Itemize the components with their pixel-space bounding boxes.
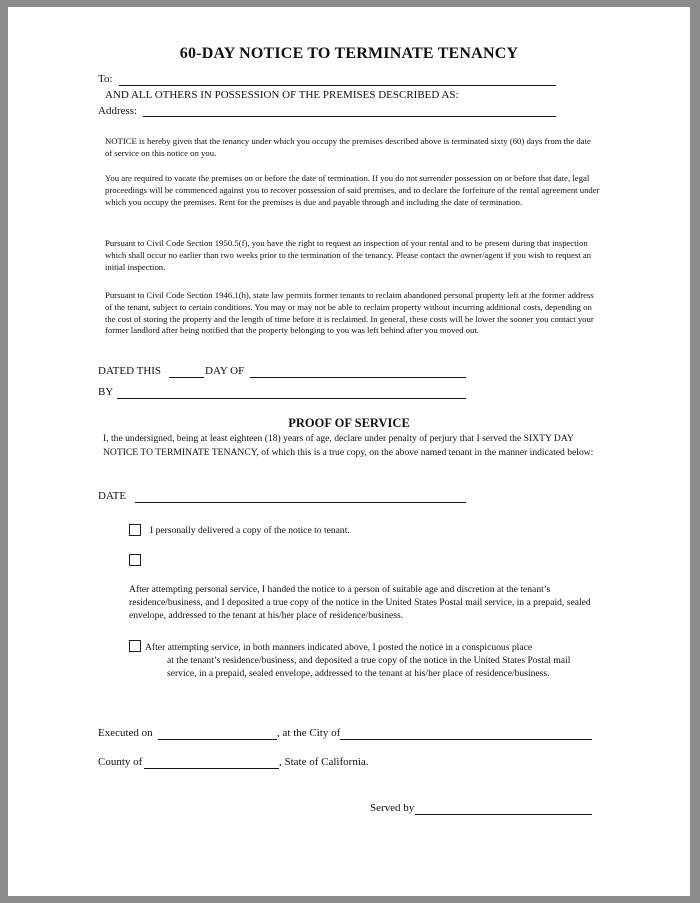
substitute-service-checkbox[interactable] (129, 554, 141, 566)
to-field[interactable] (119, 85, 556, 86)
by-signature-field[interactable] (117, 398, 466, 399)
served-by-label: Served by (370, 802, 415, 814)
served-by-field[interactable] (415, 814, 592, 815)
others-in-possession-text: AND ALL OTHERS IN POSSESSION OF THE PREMISES DESCRIBED AS: (105, 89, 459, 101)
document-page (8, 7, 690, 896)
notice-paragraph: NOTICE is hereby given that the tenancy under which you occupy the premises described above is terminated sixty (60) days from the date of service on this notice on you. (105, 136, 591, 158)
option-substitute-service-text: After attempting personal service, I handed the notice to a person of suitable age and discretion at the tenant’s residence/business, and I deposited a true copy of the notice in the United States Postal mail service, in a prepaid, sealed envelope, addressed to the tenant at his/her place of residence/business. (129, 584, 591, 622)
inspection-paragraph: Pursuant to Civil Code Section 1950.5(f), you have the right to request an inspection of your rental and to be present during that inspection which shall occur no earlier than two weeks prior to the termination of the tenancy. Please contact the owner/agent if you wish to request an initial inspection. (105, 238, 592, 272)
to-label: To: (98, 73, 113, 85)
dated-day-field[interactable] (169, 377, 204, 378)
proof-of-service-title: PROOF OF SERVICE (288, 416, 410, 430)
personal-delivery-checkbox[interactable] (129, 524, 141, 536)
dated-month-field[interactable] (250, 377, 466, 378)
option-personal-delivery-text: I personally delivered a copy of the notice to tenant. (150, 525, 350, 536)
proof-declaration: I, the undersigned, being at least eighteen (18) years of age, declare under penalty of perjury that I served the SIXTY DAY NOTICE TO TERMINATE TENANCY, of which this is a true copy, on the above named tenant in the manner indicated below: (103, 433, 594, 458)
proof-date-label: DATE (98, 490, 127, 502)
executed-on-label: Executed on (98, 727, 153, 739)
by-label: BY (98, 386, 114, 398)
at-city-label: , at the City of (277, 727, 341, 739)
county-label: County of (98, 756, 143, 768)
city-field[interactable] (340, 739, 592, 740)
state-label: , State of California. (279, 756, 369, 768)
option-posting-service-first-line: After attempting service, in both manners indicated above, I posted the notice in a conspicuous place (145, 642, 533, 653)
day-of-label: DAY OF (205, 365, 245, 377)
county-field[interactable] (144, 768, 279, 769)
property-paragraph: Pursuant to Civil Code Section 1946.1(h), state law permits former tenants to reclaim abandoned personal property left at the former address of the tenant, subject to certain conditions. You may or may not be able to reclaim property without incurring additional costs, depending on the cost of storing the property and the length of time before it is reclaimed. In general, these costs will be lower the sooner you contact your former landlord after being notified that the property belonging to you was left behind after you moved out. (105, 290, 594, 336)
page-title: 60-DAY NOTICE TO TERMINATE TENANCY (179, 45, 519, 62)
address-label: Address: (98, 105, 138, 117)
executed-on-field[interactable] (158, 739, 277, 740)
dated-this-label: DATED THIS (98, 365, 162, 377)
proof-date-field[interactable] (135, 502, 466, 503)
vacate-paragraph: You are required to vacate the premises on or before the date of termination. If you do not surrender possession on or before that date, legal proceedings will be commenced against you to recover possession of said premises, and to declare the forfeiture of the rental agreement under which you occupy the premises. Rent for the premises is due and payable through and including the date of termination. (105, 173, 600, 207)
option-posting-service-text: at the tenant’s residence/business, and deposited a true copy of the notice in the United States Postal mail service, in a prepaid, sealed envelope, addressed to the tenant at his/her place of residence/business. (167, 655, 571, 680)
posting-service-checkbox[interactable] (129, 640, 141, 652)
address-field[interactable] (143, 116, 556, 117)
